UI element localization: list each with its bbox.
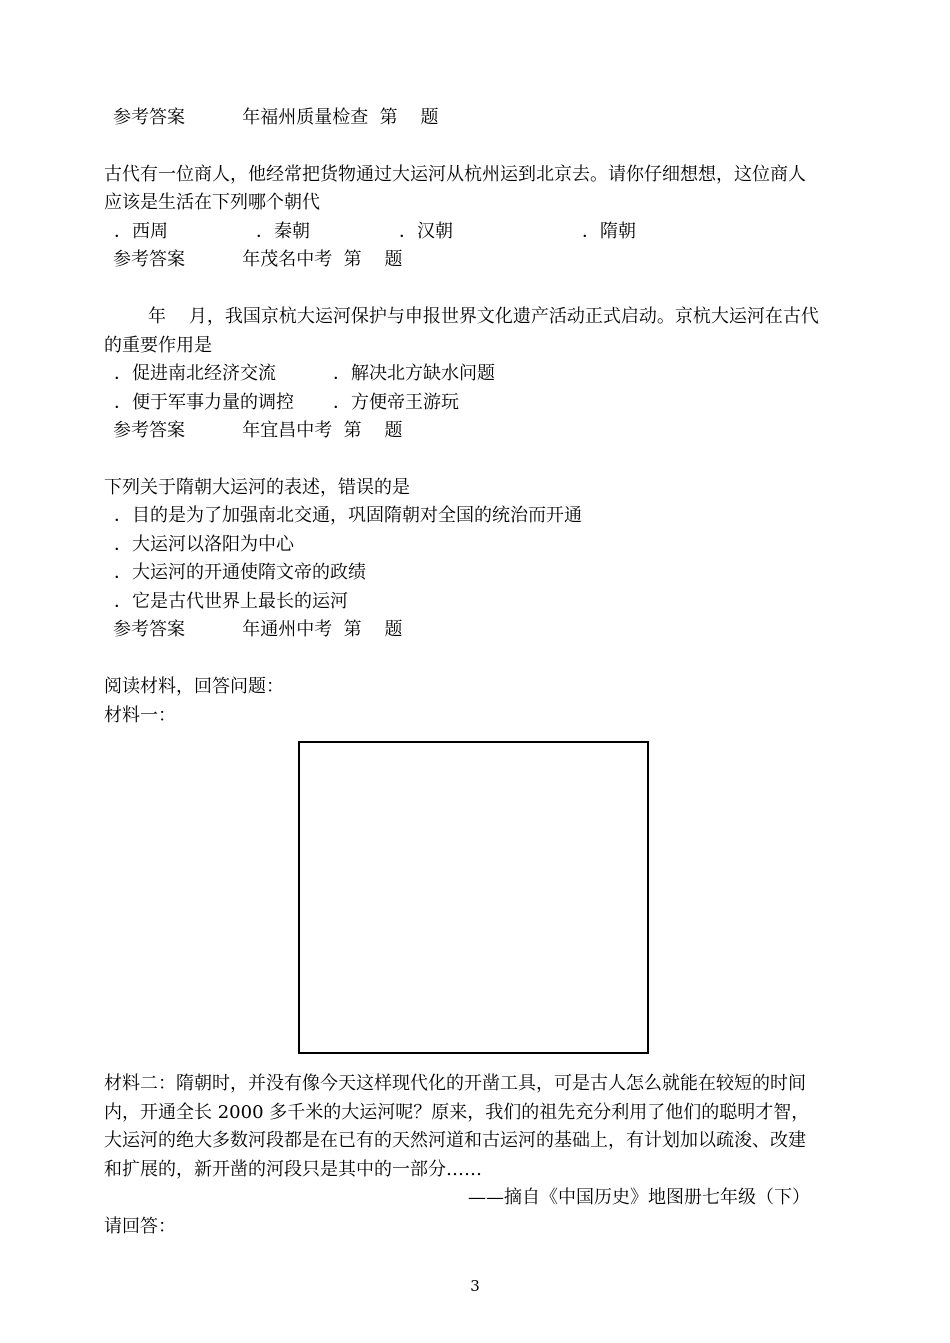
question-stem: 古代有一位商人，他经常把货物通过大运河从杭州运到北京去。请你仔细想想，这位商人 (104, 164, 806, 185)
option-d: ．隋朝 (582, 221, 636, 242)
question-stem: 应该是生活在下列哪个朝代 (104, 192, 320, 213)
option-b: ．大运河以洛阳为中心 (114, 534, 294, 555)
material-two-text: 材料二：隋朝时，并没有像今天这样现代化的开凿工具，可是古人怎么就能在较短的时间 (104, 1073, 806, 1094)
material-one-label: 材料一： (104, 705, 176, 726)
material-two-text: 内，开通全长 2000 多千米的大运河呢？原来，我们的祖先充分利用了他们的聪明才智， (104, 1102, 810, 1123)
answer-prompt: 请回答： (104, 1216, 176, 1237)
option-a: ．促进南北经济交流 (114, 363, 276, 384)
material-one-image-frame (298, 741, 649, 1054)
option-d: ．它是古代世界上最长的运河 (114, 591, 348, 612)
option-b: ．解决北方缺水问题 (333, 363, 495, 384)
option-b: ．秦朝 (256, 221, 310, 242)
question-stem: 年 月，我国京杭大运河保护与申报世界文化遗产活动正式启动。京杭大运河在古代 (148, 306, 819, 327)
option-a: ．西周 (114, 221, 168, 242)
option-a: ．目的是为了加强南北交通，巩固隋朝对全国的统治而开通 (114, 505, 582, 526)
page-number: 3 (470, 1277, 480, 1295)
answer-reference: 参考答案 年宜昌中考 第 题 (113, 420, 403, 441)
material-two-text: 和扩展的，新开凿的河段只是其中的一部分…… (104, 1159, 482, 1180)
option-c: ．大运河的开通使隋文帝的政绩 (114, 562, 366, 583)
question-stem: 的重要作用是 (104, 335, 212, 356)
answer-reference: 参考答案 年通州中考 第 题 (113, 619, 403, 640)
answer-reference: 参考答案 年茂名中考 第 题 (113, 249, 403, 270)
option-c: ．便于军事力量的调控 (114, 392, 294, 413)
option-c: ．汉朝 (399, 221, 453, 242)
material-two-text: 大运河的绝大多数河段都是在已有的天然河道和古运河的基础上，有计划加以疏浚、改建 (104, 1130, 806, 1151)
answer-reference: 参考答案 年福州质量检查 第 题 (113, 107, 439, 128)
material-source: ——摘自《中国历史》地图册七年级（下） (468, 1187, 810, 1208)
question-stem: 下列关于隋朝大运河的表述，错误的是 (104, 477, 410, 498)
option-d: ．方便帝王游玩 (333, 392, 459, 413)
reading-intro: 阅读材料，回答问题： (104, 676, 284, 697)
